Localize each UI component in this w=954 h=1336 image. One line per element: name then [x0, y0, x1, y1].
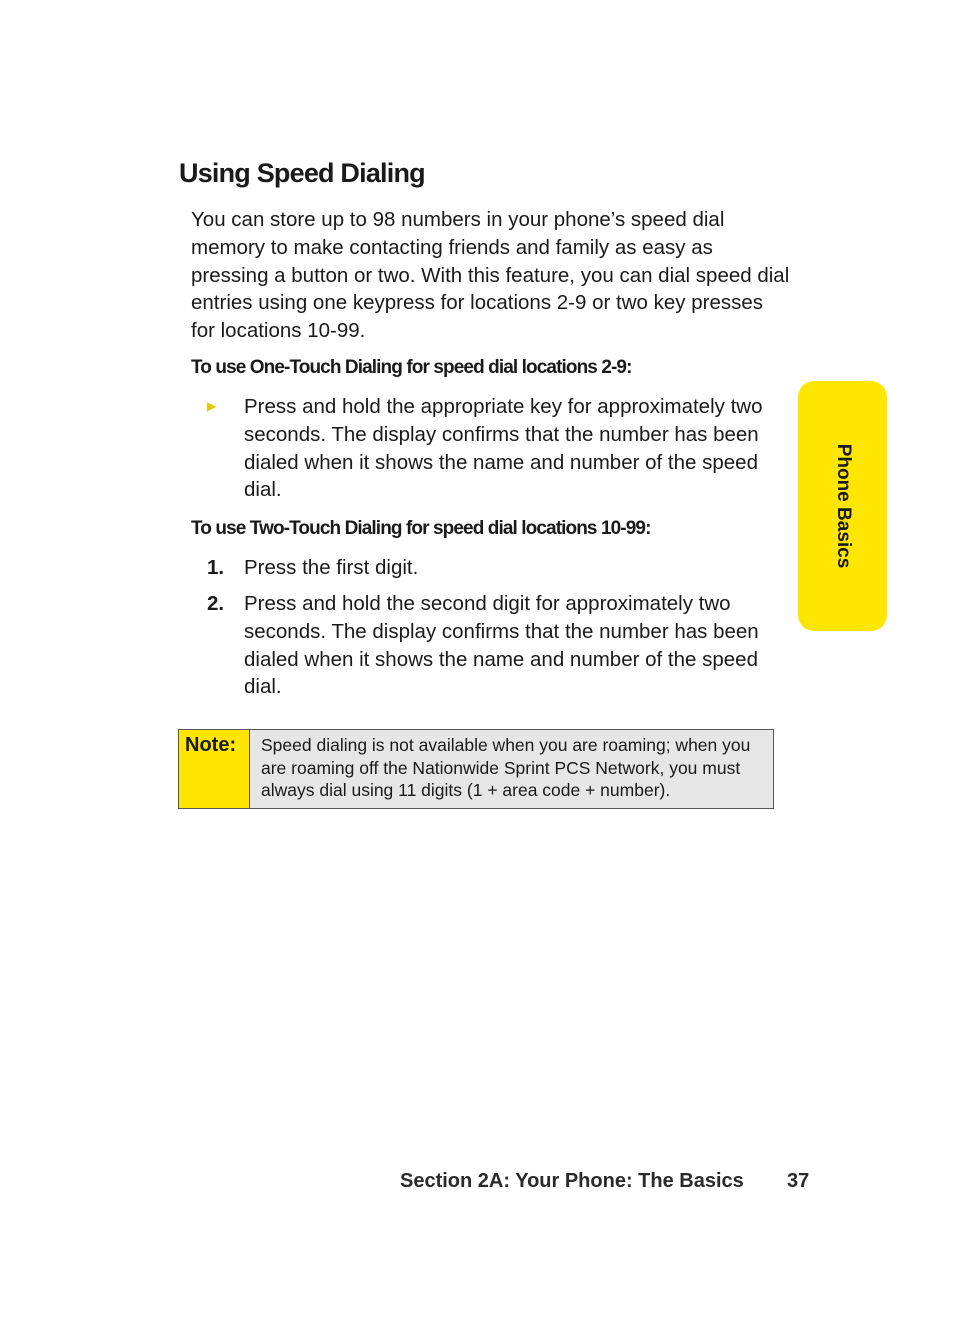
page-number: 37	[787, 1170, 810, 1192]
one-touch-item-text: Press and hold the appropriate key for approximately two seconds. The display confirms that the number has been dialed when it shows the name and number of the speed dial.	[244, 395, 763, 502]
step-1-text: Press the first digit.	[244, 556, 419, 579]
triangle-right-icon: ▶	[207, 399, 217, 413]
one-touch-subhead: To use One-Touch Dialing for speed dial locations 2-9:	[191, 357, 632, 378]
note-label: Note:	[179, 730, 250, 808]
step-2-text: Press and hold the second digit for approximately two seconds. The display confirms that the number has been dialed when it shows the name and number of the speed dial.	[244, 592, 759, 699]
footer-section-title: Section 2A: Your Phone: The Basics	[400, 1170, 744, 1192]
section-side-tab	[798, 381, 887, 631]
note-text: Speed dialing is not available when you are roaming; when you are roaming off the Nationwide Sprint PCS Network, you must always dial using 11 digits (1 + area code + number).	[250, 730, 773, 808]
intro-paragraph: You can store up to 98 numbers in your phone’s speed dial memory to make contacting friends and family as easy as pressing a button or two. With this feature, you can dial speed dial entries using one keypress for locations 2-9 or two key presses for locations 10-99.	[191, 208, 790, 343]
step-2-number: 2.	[207, 592, 225, 615]
two-touch-subhead: To use Two-Touch Dialing for speed dial locations 10-99:	[191, 518, 651, 539]
step-1-number: 1.	[207, 556, 225, 579]
note-box	[178, 729, 774, 809]
page-heading: Using Speed Dialing	[179, 158, 425, 188]
side-tab-label: Phone Basics	[832, 443, 854, 569]
